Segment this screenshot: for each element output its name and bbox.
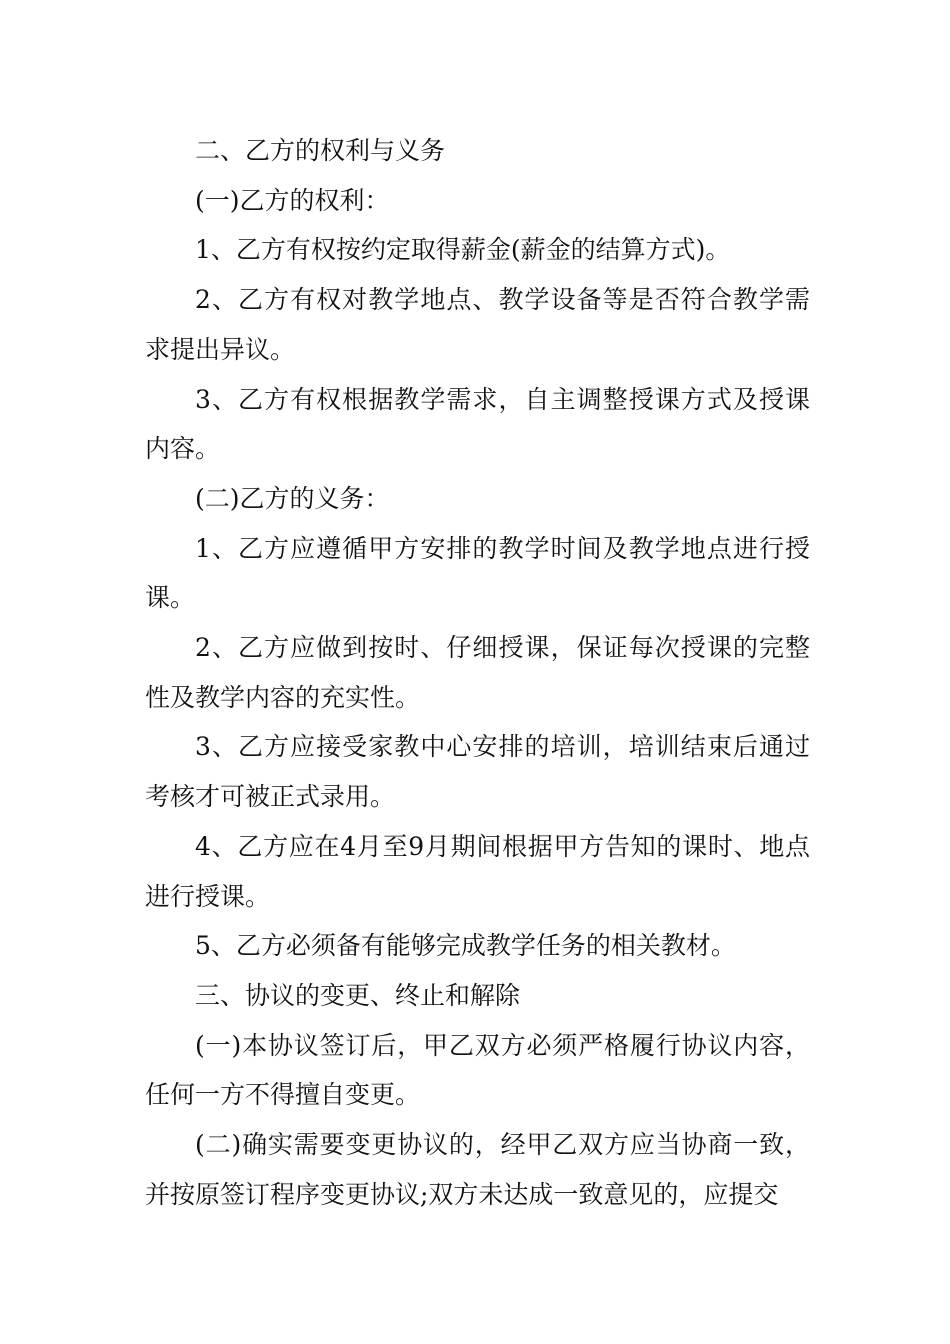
document-body	[145, 126, 810, 1219]
rights-item-3: 3、乙方有权根据教学需求，自主调整授课方式及授课内容。	[145, 384, 810, 464]
section-heading-party-b-rights-obligations: 二、乙方的权利与义务	[195, 136, 446, 165]
obligations-item-3: 3、乙方应接受家教中心安排的培训，培训结束后通过考核才可被正式录用。	[145, 732, 810, 812]
obligations-item-5: 5、乙方必须备有能够完成教学任务的相关教材。	[195, 931, 736, 961]
changes-clause-1: (一)本协议签订后，甲乙双方必须严格履行协议内容，任何一方不得擅自变更。	[145, 1030, 810, 1110]
rights-item-1: 1、乙方有权按约定取得薪金(薪金的结算方式)。	[195, 235, 731, 265]
obligations-item-1: 1、乙方应遵循甲方安排的教学时间及教学地点进行授课。	[145, 533, 810, 613]
obligations-item-2: 2、乙方应做到按时、仔细授课，保证每次授课的完整性及教学内容的充实性。	[145, 633, 810, 712]
subsection-heading-party-b-rights: (一)乙方的权利：	[195, 185, 390, 215]
changes-clause-2: (二)确实需要变更协议的，经甲乙双方应当协商一致，并按原签订程序变更协议;双方未达成一致意见的，应提交	[145, 1130, 810, 1209]
section-heading-agreement-changes: 三、协议的变更、终止和解除	[195, 980, 521, 1010]
subsection-heading-party-b-obligations: (二)乙方的义务：	[195, 483, 390, 513]
obligations-item-4: 4、乙方应在4月至9月期间根据甲方告知的课时、地点进行授课。	[145, 831, 810, 911]
rights-item-2: 2、乙方有权对教学地点、教学设备等是否符合教学需求提出异议。	[145, 285, 810, 364]
